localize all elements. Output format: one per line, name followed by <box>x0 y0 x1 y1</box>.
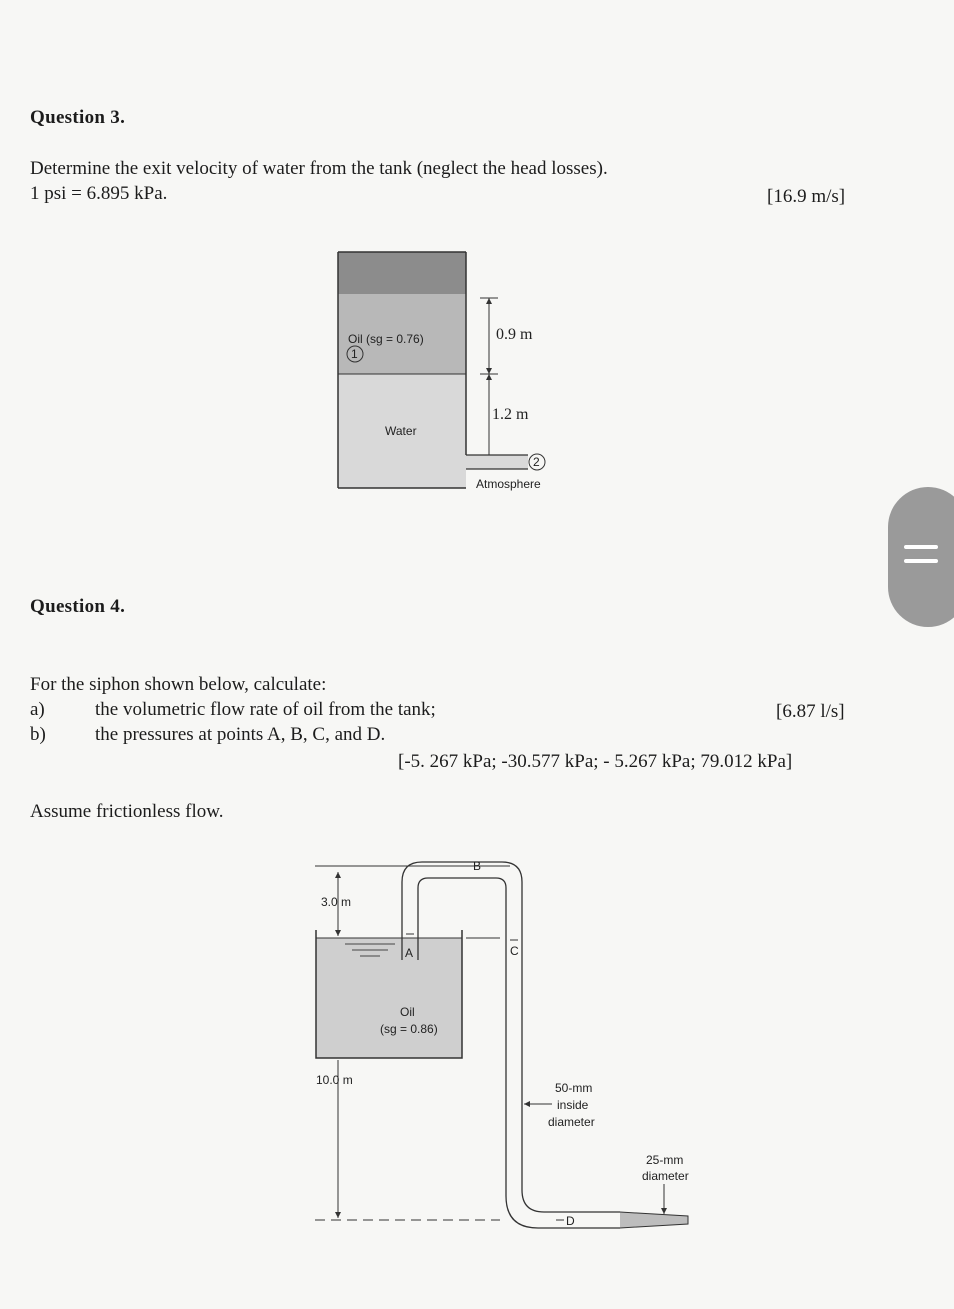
q4-b-text: the pressures at points A, B, C, and D. <box>95 724 386 745</box>
q4-dim-bottom-label: 10.0 m <box>316 1073 353 1087</box>
scroll-handle[interactable] <box>888 487 954 627</box>
q4-oil-label: Oil <box>400 1005 415 1019</box>
q3-point1-label: 1 <box>351 347 358 361</box>
q4-pipe-arrow-head <box>524 1101 530 1107</box>
q4-dim-top-label: 3.0 m <box>321 895 352 909</box>
q3-line1: Determine the exit velocity of water from the tank (neglect the head losses). <box>30 158 608 179</box>
drag-handle-icon <box>904 545 938 567</box>
q3-oil-label: Oil (sg = 0.76) <box>348 332 424 346</box>
q4-pipe-label-2: inside <box>557 1098 589 1112</box>
q4-point-c-label: C <box>510 944 519 958</box>
q3-point2-label: 2 <box>533 455 540 469</box>
q4-heading: Question 4. <box>30 596 126 617</box>
q4-nozzle-label-1: 25-mm <box>646 1153 684 1167</box>
q4-dim-arrow-top-up <box>335 872 341 878</box>
q4-point-d-label: D <box>566 1214 575 1228</box>
q4-nozzle-label-2: diameter <box>642 1169 689 1183</box>
q4-a-marker: a) <box>30 699 45 720</box>
q4-oil-fill <box>316 938 462 1058</box>
q4-dim-arrow-bottom-down <box>335 1212 341 1218</box>
q4-nozzle-arrow-head <box>661 1208 667 1214</box>
q4-dim-arrow-top-down <box>335 930 341 936</box>
q4-point-a-label: A <box>405 946 414 960</box>
q4-intro: For the siphon shown below, calculate: <box>30 674 327 695</box>
q4-pipe-label-3: diameter <box>548 1115 595 1129</box>
q4-assume: Assume frictionless flow. <box>30 801 224 822</box>
q3-heading: Question 3. <box>30 107 126 128</box>
q4-b-answer: [-5. 267 kPa; -30.577 kPa; - 5.267 kPa; 79.012 kPa] <box>398 751 793 772</box>
q3-answer: [16.9 m/s] <box>767 186 846 207</box>
q3-dim-oil: 0.9 m <box>496 326 533 343</box>
q3-atmosphere-label: Atmosphere <box>476 477 541 491</box>
q4-b-marker: b) <box>30 724 46 745</box>
q3-dim-water: 1.2 m <box>492 406 529 423</box>
q4-a-answer: [6.87 l/s] <box>776 701 845 722</box>
q4-nozzle <box>620 1212 688 1228</box>
q3-line2: 1 psi = 6.895 kPa. <box>30 183 168 204</box>
q4-a-text: the volumetric flow rate of oil from the tank; <box>95 699 436 720</box>
q4-pipe-label-1: 50-mm <box>555 1081 593 1095</box>
q4-oil-sg-label: (sg = 0.86) <box>380 1022 438 1036</box>
q3-water-label: Water <box>385 424 417 438</box>
q4-point-b-label: B <box>473 859 482 873</box>
